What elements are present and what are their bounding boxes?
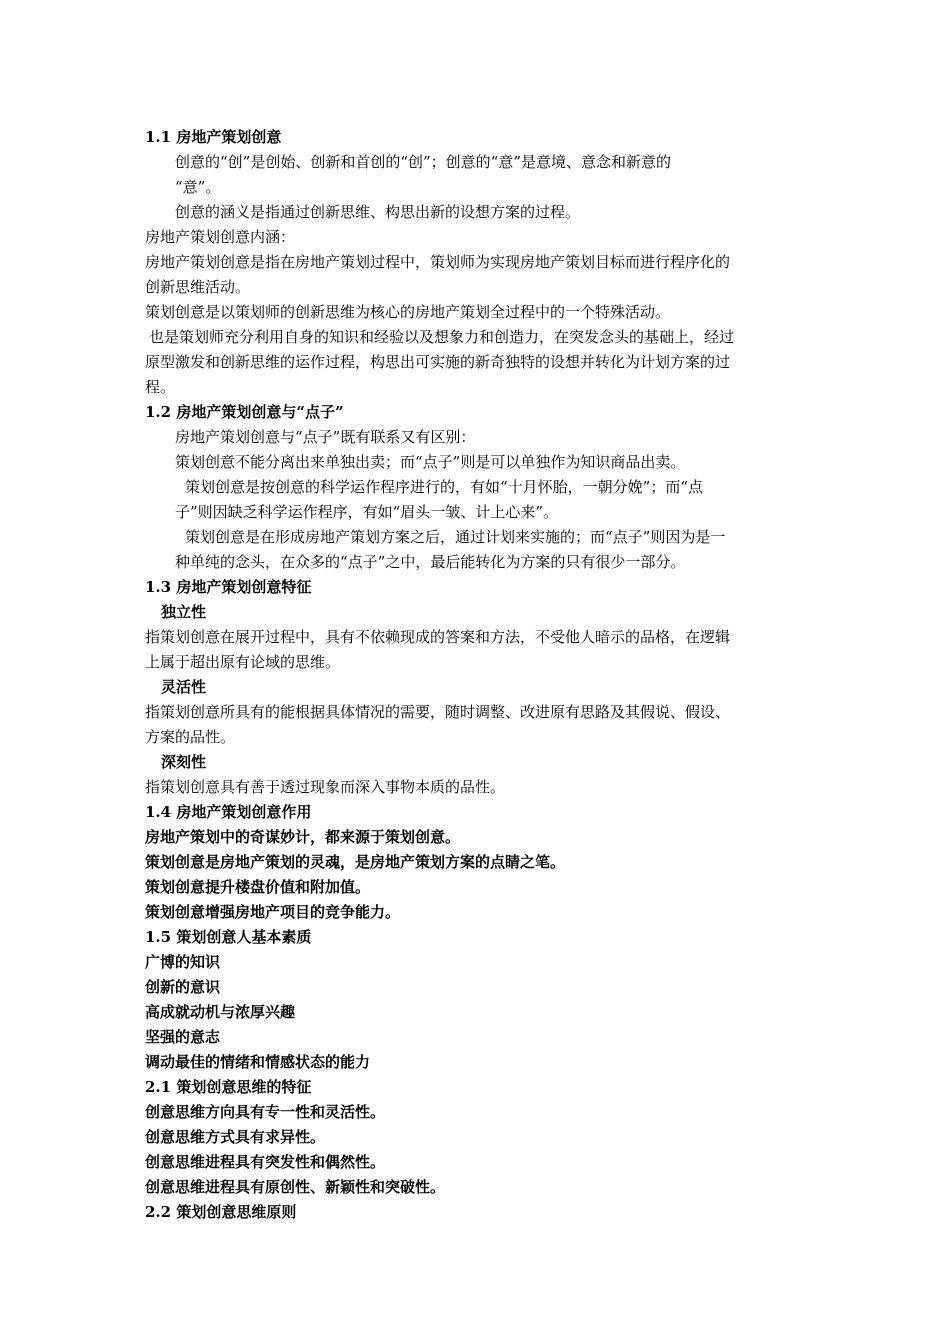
paragraph-line: 指策划创意具有善于透过现象而深入事物本质的品性。: [145, 778, 506, 796]
section-heading: 1.5 策划创意人基本素质: [145, 928, 312, 946]
paragraph-line: 子”则因缺乏科学运作程序，有如“眉头一皱、计上心来”。: [175, 503, 559, 521]
paragraph-line: 原型激发和创新思维的运作过程，构思出可实施的新奇独特的设想并转化为计划方案的过: [145, 353, 731, 371]
bold-list-item: 高成就动机与浓厚兴趣: [145, 1003, 296, 1021]
document-page: [145, 125, 810, 1225]
paragraph-line: 房地产策划创意与“点子”既有联系又有区别：: [175, 428, 476, 446]
paragraph-line: 指策划创意所具有的能根据具体情况的需要，随时调整、改进原有思路及其假说、假设、: [145, 703, 731, 721]
paragraph-line: 也是策划师充分利用自身的知识和经验以及想象力和创造力，在突发念头的基础上，经过: [149, 328, 735, 346]
bold-list-item: 坚强的意志: [145, 1028, 221, 1046]
bold-list-item: 创意思维方式具有求异性。: [145, 1128, 326, 1146]
bold-list-item: 调动最佳的情绪和情感状态的能力: [145, 1053, 371, 1071]
paragraph-line: 创意的“创”是创始、创新和首创的“创”；创意的“意”是意境、意念和新意的: [175, 153, 672, 171]
paragraph-line: “意”。: [175, 178, 221, 196]
section-heading: 1.1 房地产策划创意: [145, 128, 282, 146]
bold-list-item: 策划创意提升楼盘价值和附加值。: [145, 878, 371, 896]
section-heading: 2.2 策划创意思维原则: [145, 1203, 297, 1221]
paragraph-line: 房地产策划创意内涵：: [145, 228, 296, 246]
section-heading: 1.3 房地产策划创意特征: [145, 578, 312, 596]
paragraph-line: 策划创意不能分离出来单独出卖；而“点子”则是可以单独作为知识商品出卖。: [175, 453, 686, 471]
bold-list-item: 创意思维进程具有原创性、新颖性和突破性。: [145, 1178, 446, 1196]
bold-list-item: 房地产策划中的奇谋妙计，都来源于策划创意。: [145, 828, 461, 846]
bold-list-item: 创新的意识: [145, 978, 221, 996]
paragraph-line: 策划创意是在形成房地产策划方案之后，通过计划来实施的；而“点子”则因为是一: [185, 528, 726, 546]
bold-list-item: 策划创意增强房地产项目的竞争能力。: [145, 903, 401, 921]
paragraph-line: 上属于超出原有论域的思维。: [145, 653, 341, 671]
paragraph-line: 房地产策划创意是指在房地产策划过程中，策划师为实现房地产策划目标而进行程序化的: [145, 253, 731, 271]
paragraph-line: 创意的涵义是指通过创新思维、构思出新的设想方案的过程。: [175, 203, 581, 221]
section-heading: 2.1 策划创意思维的特征: [145, 1078, 312, 1096]
bold-list-item: 创意思维进程具有突发性和偶然性。: [145, 1153, 386, 1171]
paragraph-line: 种单纯的念头，在众多的“点子”之中，最后能转化为方案的只有很少一部分。: [175, 553, 686, 571]
section-heading: 1.4 房地产策划创意作用: [145, 803, 312, 821]
paragraph-line: 程。: [145, 378, 176, 396]
paragraph-line: 策划创意是以策划师的创新思维为核心的房地产策划全过程中的一个特殊活动。: [145, 303, 671, 321]
subsection-heading: 深刻性: [161, 753, 207, 771]
paragraph-line: 创新思维活动。: [145, 278, 251, 296]
paragraph-line: 策划创意是按创意的科学运作程序进行的，有如“十月怀胎，一朝分娩”；而“点: [185, 478, 704, 496]
bold-list-item: 创意思维方向具有专一性和灵活性。: [145, 1103, 386, 1121]
paragraph-line: 方案的品性。: [145, 728, 236, 746]
subsection-heading: 灵活性: [161, 678, 207, 696]
bold-list-item: 策划创意是房地产策划的灵魂，是房地产策划方案的点睛之笔。: [145, 853, 566, 871]
bold-list-item: 广博的知识: [145, 953, 221, 971]
subsection-heading: 独立性: [161, 603, 207, 621]
paragraph-line: 指策划创意在展开过程中，具有不依赖现成的答案和方法，不受他人暗示的品格，在逻辑: [145, 628, 731, 646]
section-heading: 1.2 房地产策划创意与“点子”: [145, 403, 344, 421]
